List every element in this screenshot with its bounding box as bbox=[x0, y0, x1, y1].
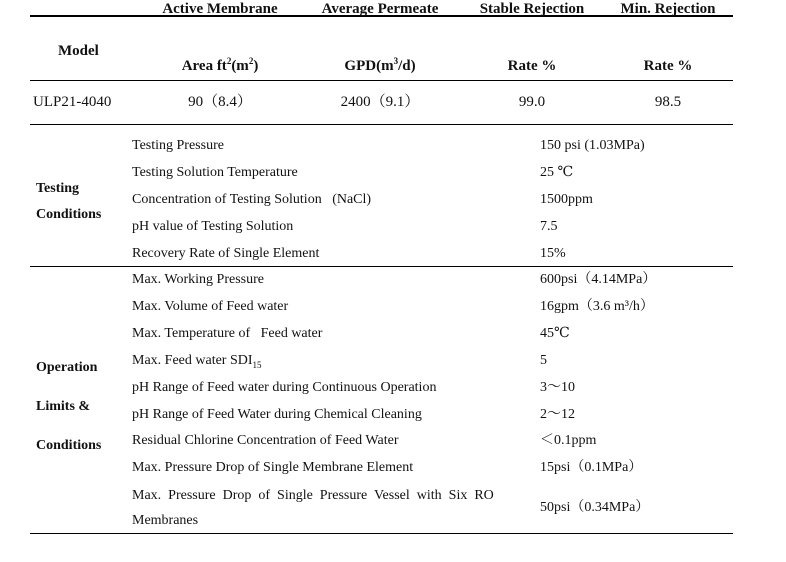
operation-param bbox=[132, 352, 262, 370]
product-model: ULP21-4040 bbox=[33, 94, 112, 110]
operation-param: pH Range of Feed Water during Chemical Cleaning bbox=[132, 407, 422, 422]
header-area-line2 bbox=[140, 57, 300, 75]
testing-value: 7.5 bbox=[540, 219, 558, 234]
operation-value: 2～12 bbox=[540, 407, 575, 422]
testing-param: Recovery Rate of Single Element bbox=[132, 246, 320, 261]
operation-param: pH Range of Feed water during Continuous Operation bbox=[132, 380, 437, 395]
testing-value: 25 ℃ bbox=[540, 165, 574, 180]
operation-param: Max. Pressure Drop of Single Membrane Element bbox=[132, 460, 414, 475]
header-area-line1: Active Membrane bbox=[162, 1, 278, 17]
header-stable-line1: Stable Rejection bbox=[479, 1, 585, 17]
operation-param: Max. Temperature of Feed water bbox=[132, 326, 323, 341]
testing-value: 15% bbox=[540, 246, 566, 261]
operation-value: ＜0.1ppm bbox=[540, 433, 597, 448]
testing-param: Testing Pressure bbox=[132, 138, 224, 153]
product-area: 90（8.4） bbox=[188, 94, 252, 110]
permeate-unit-a: GPD(m bbox=[344, 58, 394, 74]
header-model: Model bbox=[58, 43, 99, 59]
header-permeate-line2 bbox=[300, 57, 460, 75]
testing-value: 150 psi (1.03MPa) bbox=[540, 138, 645, 153]
operation-label-line1: Operation bbox=[36, 360, 98, 375]
operation-value: 3～10 bbox=[540, 380, 575, 395]
operation-value: 15psi（0.1MPa） bbox=[540, 460, 643, 475]
testing-param: Concentration of Testing Solution (NaCl) bbox=[132, 192, 372, 207]
operation-label-line3: Conditions bbox=[36, 438, 102, 453]
header-min-line2: Rate % bbox=[643, 58, 693, 74]
area-unit-ft: Area ft bbox=[181, 58, 227, 74]
sdi-subscript: 15 bbox=[252, 359, 262, 370]
header-permeate-line1: Average Permeate bbox=[321, 1, 439, 17]
header-rule bbox=[30, 80, 733, 81]
operation-value: 45℃ bbox=[540, 326, 570, 341]
product-min: 98.5 bbox=[654, 94, 682, 110]
operation-param: Residual Chlorine Concentration of Feed Water bbox=[132, 433, 399, 448]
area-unit-m: (m bbox=[231, 58, 249, 74]
operation-param: Max. Working Pressure bbox=[132, 272, 264, 287]
permeate-unit-b: /d) bbox=[398, 58, 416, 74]
area-unit-close: ) bbox=[253, 58, 259, 74]
testing-value: 1500ppm bbox=[540, 192, 593, 207]
permeate-sup: 3 bbox=[393, 56, 399, 66]
sdi-label: Max. Feed water SDI bbox=[132, 353, 253, 368]
operation-param-line1: Max. Pressure Drop of Single Pressure Vessel with Six RO bbox=[132, 488, 494, 503]
operation-value: 5 bbox=[540, 353, 547, 368]
testing-param: pH value of Testing Solution bbox=[132, 219, 294, 234]
operation-value: 16gpm（3.6 m³/h） bbox=[540, 299, 654, 314]
header-min-line1: Min. Rejection bbox=[620, 1, 716, 17]
operation-param: Max. Volume of Feed water bbox=[132, 299, 289, 314]
operation-label-line2: Limits & bbox=[36, 399, 91, 414]
testing-rule bbox=[30, 266, 733, 267]
testing-label-line2: Conditions bbox=[36, 207, 102, 222]
product-permeate: 2400（9.1） bbox=[340, 94, 420, 110]
header-stable-line2: Rate % bbox=[507, 58, 557, 74]
testing-label-line1: Testing bbox=[36, 181, 80, 196]
product-stable: 99.0 bbox=[518, 94, 546, 110]
testing-param: Testing Solution Temperature bbox=[132, 165, 298, 180]
operation-value: 50psi（0.34MPa） bbox=[540, 500, 650, 515]
area-sup-1: 2 bbox=[226, 56, 232, 66]
operation-value: 600psi（4.14MPa） bbox=[540, 272, 657, 287]
operation-param-line2: Membranes bbox=[132, 513, 199, 528]
product-rule bbox=[30, 124, 733, 125]
area-sup-2: 2 bbox=[248, 56, 254, 66]
bottom-rule bbox=[30, 533, 733, 534]
